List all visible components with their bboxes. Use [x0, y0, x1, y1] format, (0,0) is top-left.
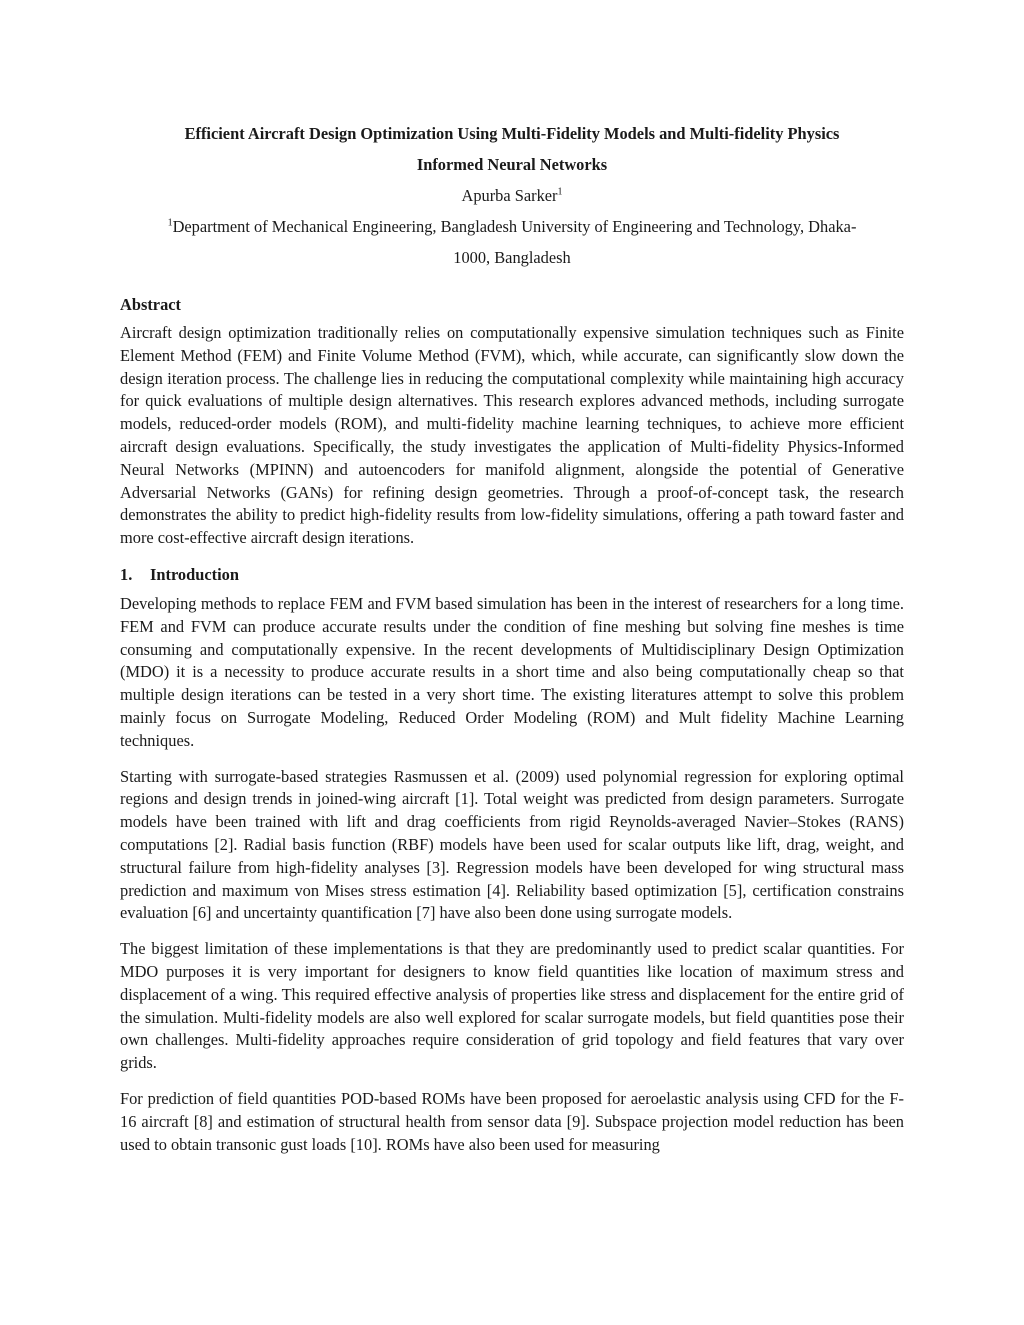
affiliation-text-1: Department of Mechanical Engineering, Bangladesh University of Engineering and Technology, Dhaka- [172, 217, 857, 236]
paper-title-line-1: Efficient Aircraft Design Optimization Using Multi-Fidelity Models and Multi-fidelity Physics [184, 124, 840, 143]
affiliation-line-1 [120, 211, 904, 242]
section-number: 1. [120, 564, 133, 584]
paper-title-line-2: Informed Neural Networks [416, 155, 608, 174]
section-title: Introduction [150, 564, 239, 584]
paper-page [120, 118, 904, 1156]
affiliation-mark: 1 [167, 217, 173, 229]
intro-paragraph-2: Starting with surrogate-based strategies Rasmussen et al. (2009) used polynomial regression for exploring optimal regions and design trends in joined-wing aircraft [1]. Total weight was predicted from design parameters. Surrogate models have been trained with lift and drag coefficients from rigid Reynolds-averaged Navier–Stokes (RANS) computations [2]. Radial basis function (RBF) models have been used for scalar outputs like lift, drag, weight, and structural failure from high-fidelity analyses [3]. Regression models have been developed for wing structural mass prediction and maximum von Mises stress estimation [4]. Reliability based optimization [5], certification constrains evaluation [6] and uncertainty quantification [7] have also been done using surrogate models. [120, 766, 904, 923]
abstract-heading: Abstract [120, 295, 181, 314]
intro-paragraph-4: For prediction of field quantities POD-based ROMs have been proposed for aeroelastic analysis using CFD for the F-16 aircraft [8] and estimation of structural health from sensor data [9]. Subspace projection model reduction has been used to obtain transonic gust loads [10]. ROMs have also been used for measuring [120, 1088, 904, 1154]
author-name: Apurba Sarker [461, 186, 558, 205]
abstract-text: Aircraft design optimization traditionally relies on computationally expensive simulation techniques such as Finite Element Method (FEM) and Finite Volume Method (FVM), which, while accurate, can significantly slow down the design iteration process. The challenge lies in reducing the computational complexity while maintaining high accuracy for quick evaluations of multiple design alternatives. This research explores advanced methods, including surrogate models, reduced-order models (ROM), and multi-fidelity machine learning techniques, to achieve more efficient aircraft design evaluations. Specifically, the study investigates the application of Multi-fidelity Physics-Informed Neural Networks (MPINN) and autoencoders for manifold alignment, alongside the potential of Generative Adversarial Networks (GANs) for refining design geometries. Through a proof-of-concept task, the research demonstrates the ability to predict high-fidelity results from low-fidelity simulations, offering a path toward faster and more cost-effective aircraft design iterations. [120, 323, 904, 548]
author-affiliation-mark: 1 [557, 186, 563, 198]
introduction-heading [120, 563, 904, 586]
intro-paragraph-1: Developing methods to replace FEM and FVM based simulation has been in the interest of researchers for a long time. FEM and FVM can produce accurate results under the condition of fine meshing but solving fine meshes is time consuming and computationally expensive. In the recent developments of Multidisciplinary Design Optimization (MDO) it is a necessity to produce accurate results in a short time and also being computationally cheap so that multiple design iterations can be tested in a very short time. The existing literatures attempt to solve this problem mainly focus on Surrogate Modeling, Reduced Order Modeling (ROM) and Mult fidelity Machine Learning techniques. [120, 593, 904, 750]
intro-paragraph-3: The biggest limitation of these implementations is that they are predominantly used to predict scalar quantities. For MDO purposes it is very important for designers to know field quantities like location of maximum stress and displacement of a wing. This required effective analysis of properties like stress and displacement for the entire grid of the simulation. Multi-fidelity models are also well explored for scalar surrogate models, but field quantities pose their own challenges. Multi-fidelity approaches require consideration of grid topology and field features that vary over grids. [120, 939, 904, 1073]
affiliation-line-2: 1000, Bangladesh [453, 248, 571, 267]
author-line [120, 180, 904, 211]
